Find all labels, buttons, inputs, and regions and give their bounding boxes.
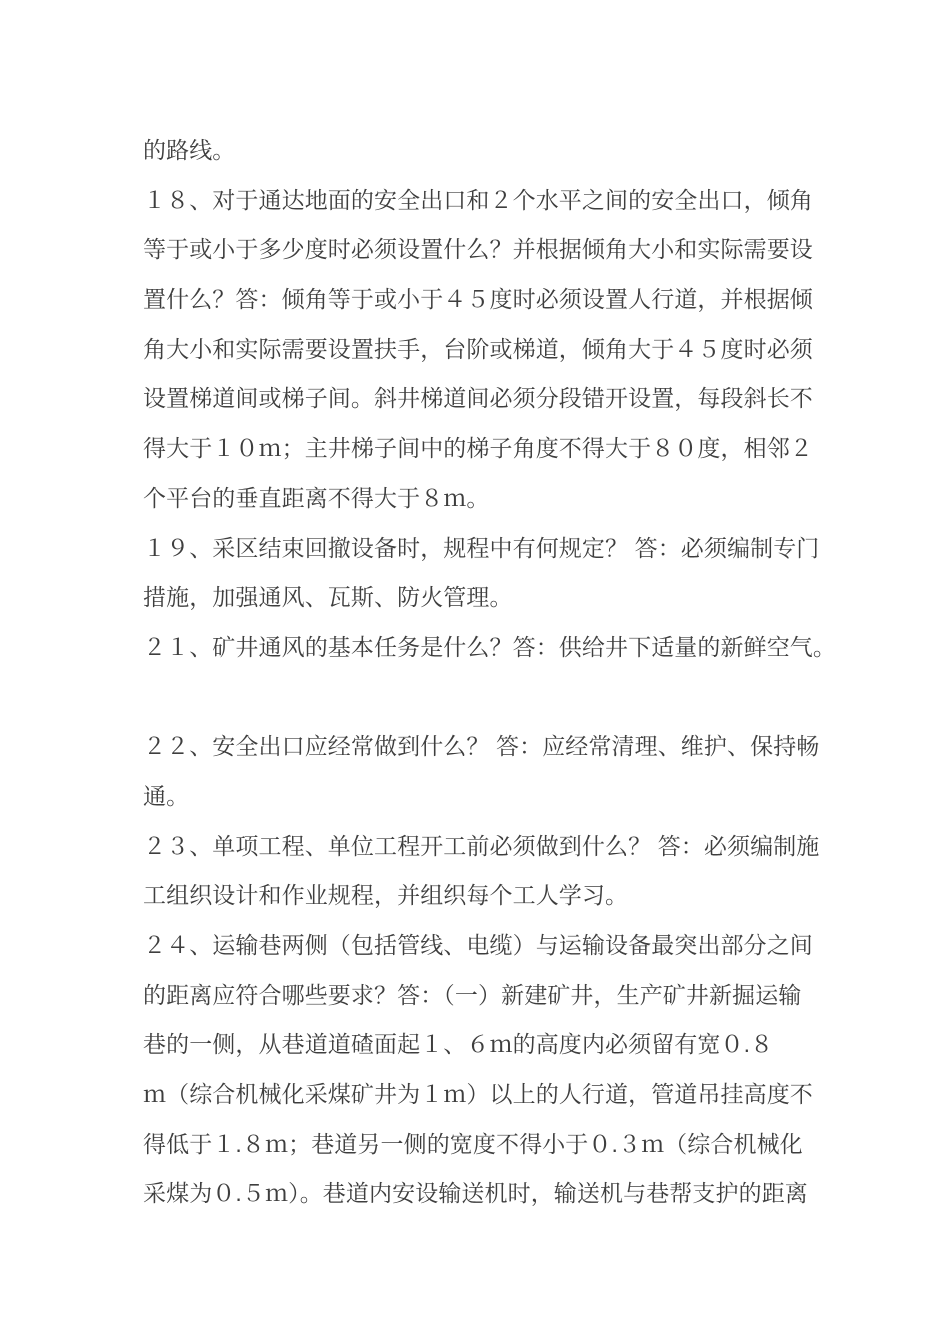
- text-line: 的路线。: [143, 137, 236, 163]
- text-line: 得大于１０ｍ；主井梯子间中的梯子角度不得大于８０度，相邻２: [143, 435, 813, 462]
- text-line: １８、对于通达地面的安全出口和２个水平之间的安全出口，倾角: [143, 186, 813, 213]
- text-line: 个平台的垂直距离不得大于８ｍ。: [143, 484, 490, 511]
- text-line: 措施，加强通风、瓦斯、防火管理。: [143, 584, 513, 611]
- document-text: [143, 126, 863, 1219]
- text-line: [143, 673, 863, 723]
- text-line: ２２、安全出口应经常做到什么？ 答：应经常清理、维护、保持畅: [143, 733, 820, 760]
- text-line: ２１、矿井通风的基本任务是什么？答：供给井下适量的新鲜空气。: [143, 633, 836, 660]
- text-line: 采煤为０.５ｍ）。巷道内安设输送机时，输送机与巷帮支护的距离: [143, 1180, 808, 1207]
- text-line: 的距离应符合哪些要求？答：（一）新建矿井，生产矿井新掘运输: [143, 981, 802, 1008]
- paragraph-q23: [143, 822, 863, 921]
- text-line: ｍ（综合机械化采煤矿井为１ｍ）以上的人行道，管道吊挂高度不: [143, 1081, 813, 1108]
- paragraph-q18: [143, 176, 863, 524]
- text-line: 角大小和实际需要设置扶手，台阶或梯道，倾角大于４５度时必须: [143, 335, 813, 362]
- text-line: ２４、运输巷两侧（包括管线、电缆）与运输设备最突出部分之间: [143, 932, 813, 958]
- paragraph-q22: [143, 722, 863, 821]
- paragraph-continuation: [143, 126, 863, 176]
- text-line: 置什么？答：倾角等于或小于４５度时必须设置人行道，并根据倾: [143, 286, 813, 313]
- paragraph-q21: [143, 623, 863, 673]
- paragraph-blank: [143, 673, 863, 723]
- text-line: 通。: [143, 782, 190, 809]
- text-line: 巷的一侧，从巷道道碴面起１、６ｍ的高度内必须留有宽０.８: [143, 1031, 774, 1058]
- paragraph-q24: [143, 921, 863, 1219]
- text-line: 得低于１.８ｍ；巷道另一侧的宽度不得小于０.３ｍ（综合机械化: [143, 1130, 803, 1157]
- text-line: 工组织设计和作业规程，并组织每个工人学习。: [143, 882, 629, 909]
- paragraph-q19: [143, 524, 863, 623]
- text-line: 等于或小于多少度时必须设置什么？并根据倾角大小和实际需要设: [143, 236, 813, 263]
- text-line: 设置梯道间或梯子间。斜井梯道间必须分段错开设置，每段斜长不: [143, 385, 813, 412]
- text-line: ２３、单项工程、单位工程开工前必须做到什么？ 答：必须编制施: [143, 832, 820, 859]
- text-line: １９、采区结束回撤设备时，规程中有何规定？ 答：必须编制专门: [143, 534, 820, 561]
